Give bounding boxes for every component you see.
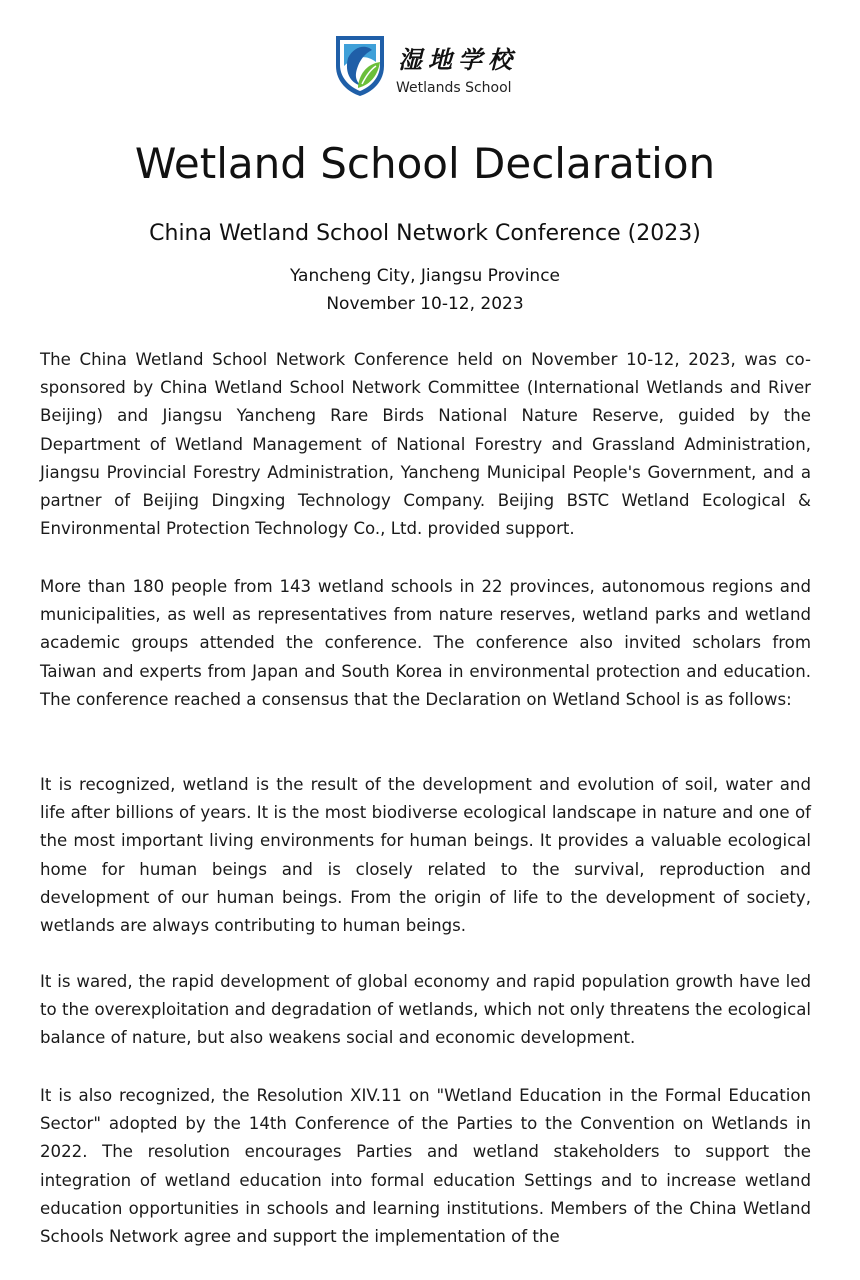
shield-leaf-icon bbox=[332, 32, 388, 98]
paragraph-attendance: More than 180 people from 143 wetland schools in 22 provinces, autonomous regions and municipalities, as well as representatives from nature reserves, wetland parks and wetland academic groups attended the conference. The conference also invited scholars from Taiwan and experts from Japan and South Korea in environmental protection and education. The conference reached a consensus that the Declaration on Wetland School is as follows: bbox=[40, 577, 811, 709]
logo-english-text: Wetlands School bbox=[396, 80, 512, 96]
paragraph-resolution: It is also recognized, the Resolution XIV.11 on "Wetland Education in the Formal Education Sector" adopted by the 14th Conference of the Parties to the Convention on Wetlands in 2022. The resolution encourages Parties and wetland stakeholders to support the integration of wetland education into formal education Settings and to increase wetland education opportunities in schools and learning institutions. Members of the China Wetland Schools Network agree and support the implementation of the bbox=[40, 1086, 811, 1247]
paragraph-wetland-recognition: It is recognized, wetland is the result of the development and evolution of soil, water and life after billions of years. It is the most biodiverse ecological landscape in nature and one of the most important living environments for human beings. It provides a valuable ecological home for human beings and is closely related to the survival, reproduction and development of our human beings. From the origin of life to the development of society, wetlands are always contributing to human beings. bbox=[40, 775, 811, 936]
paragraph-sponsors: The China Wetland School Network Conference held on November 10-12, 2023, was co-sponsored by China Wetland School Network Committee (International Wetlands and River Beijing) and Jiangsu Yancheng Rare Birds National Nature Reserve, guided by the Department of Wetland Management of National Forestry and Grassland Administration, Jiangsu Provincial Forestry Administration, Yancheng Municipal People's Government, and a partner of Beijing Dingxing Technology Company. Beijing BSTC Wetland Ecological & Environmental Protection Technology Co., Ltd. provided support. bbox=[40, 350, 811, 539]
conference-location: Yancheng City, Jiangsu Province bbox=[290, 266, 560, 286]
conference-dates: November 10-12, 2023 bbox=[326, 294, 524, 314]
paragraph-degradation-warning: It is wared, the rapid development of global economy and rapid population growth have led to the overexploitation and degradation of wetlands, which not only threatens the ecological balance of nature, but also weakens social and economic development. bbox=[40, 972, 811, 1048]
logo-chinese-text: 湿地学校 bbox=[398, 45, 518, 74]
conference-subtitle: China Wetland School Network Conference (2023) bbox=[149, 221, 701, 246]
wetlands-school-logo bbox=[332, 32, 532, 102]
page-title: Wetland School Declaration bbox=[134, 139, 716, 188]
